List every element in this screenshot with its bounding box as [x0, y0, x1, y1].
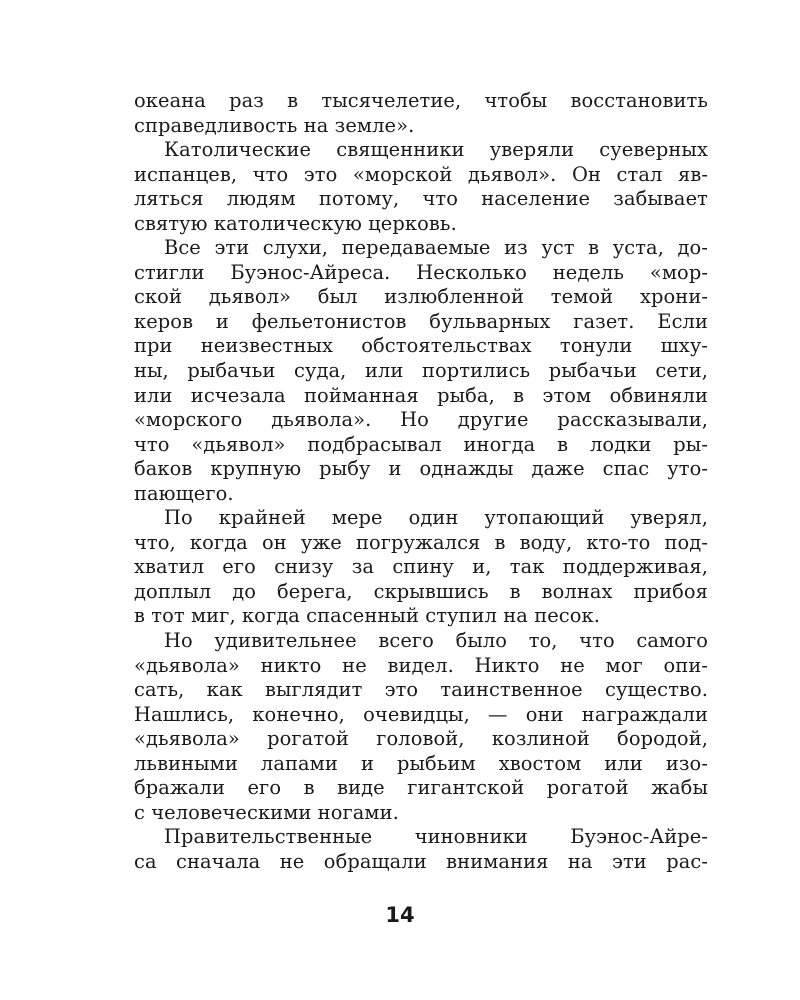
text-line: Католические священники уверяли суеверных — [164, 138, 708, 162]
text-line: бражали его в виде гигантской рогатой жабы — [134, 776, 708, 800]
text-line: По крайней мере один утопающий уверял, — [164, 506, 708, 530]
text-line: Нашлись, конечно, очевидцы, — они награждали — [134, 702, 708, 726]
text-line: Но удивительнее всего было то, что самого — [164, 629, 708, 653]
page-number: 14 — [385, 903, 415, 927]
text-line: или исчезала пойманная рыба, в этом обвиняли — [134, 383, 708, 407]
text-line: что, когда он уже погружался в воду, кто-то под- — [134, 530, 708, 554]
text-line: «дьявола» никто не видел. Никто не мог опи- — [134, 653, 708, 677]
text-line: испанцев, что это «морской дьявол». Он стал яв- — [134, 162, 708, 186]
text-line: с человеческими ногами. — [134, 800, 399, 824]
text-line: Все эти слухи, передаваемые из уст в уста, до- — [164, 236, 708, 260]
text-line: сать, как выглядит это таинственное существо. — [134, 678, 708, 702]
text-line: «дьявола» рогатой головой, козлиной бородой, — [134, 727, 708, 751]
text-line: справедливость на земле». — [134, 113, 415, 137]
text-line: в тот миг, когда спасенный ступил на песок. — [134, 604, 601, 628]
text-line: Правительственные чиновники Буэнос-Айре- — [164, 825, 708, 849]
text-line: ны, рыбачьи суда, или портились рыбачьи сети, — [134, 359, 708, 383]
text-line: баков крупную рыбу и однажды даже спас уто- — [134, 457, 708, 481]
text-line: ской дьявол» был излюбленной темой хрони- — [134, 285, 708, 309]
text-line: пающего. — [134, 481, 234, 505]
text-line: са сначала не обращали внимания на эти рас- — [134, 849, 708, 873]
text-line: «морского дьявола». Но другие рассказывали, — [134, 408, 708, 432]
text-line: океана раз в тысячелетие, чтобы восстановить — [134, 89, 708, 112]
text-line: при неизвестных обстоятельствах тонули шху- — [134, 334, 708, 358]
text-line: что «дьявол» подбрасывал иногда в лодки ры- — [134, 432, 708, 456]
text-line: керов и фельетонистов бульварных газет. Если — [134, 309, 708, 333]
body-text — [134, 89, 708, 875]
text-line: хватил его снизу за спину и, так поддерживая, — [134, 555, 708, 579]
text-line: ляться людям потому, что население забывает — [134, 187, 708, 211]
text-line: стигли Буэнос-Айреса. Несколько недель «мор- — [134, 260, 708, 284]
text-line: святую католическую церковь. — [134, 211, 457, 235]
text-line: львиными лапами и рыбьим хвостом или изо- — [134, 751, 708, 775]
text-line: доплыл до берега, скрывшись в волнах прибоя — [134, 579, 708, 603]
